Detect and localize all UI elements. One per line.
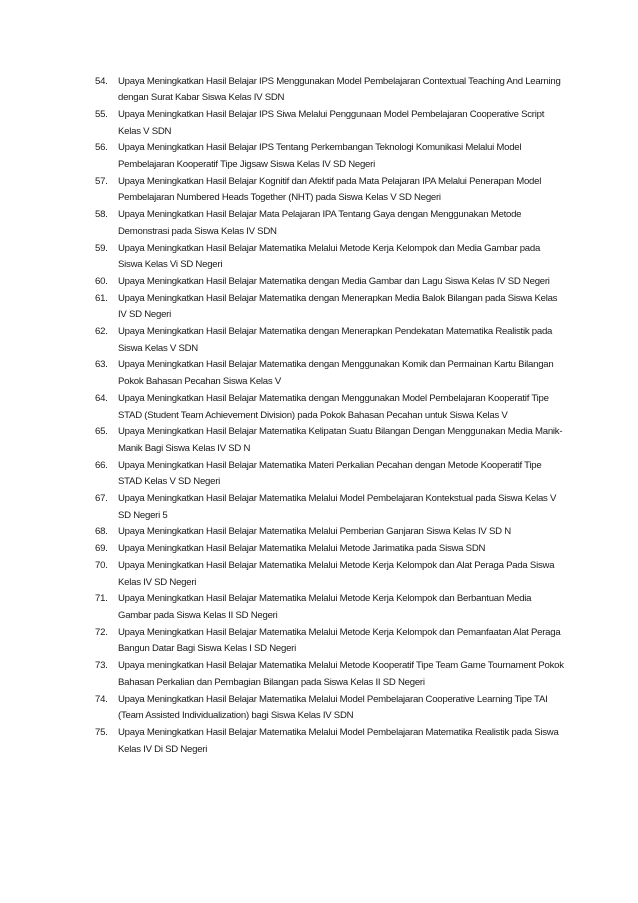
list-item — [95, 692, 565, 725]
item-title: Upaya Meningkatkan Hasil Belajar Kognitif dan Afektif pada Mata Pelajaran IPA Melalui Penerapan Model Pembelajaran Numbered Heads Together (NHT) pada Siswa Kelas V SD Negeri — [118, 175, 542, 204]
item-number: 69. — [95, 543, 108, 555]
item-number: 64. — [95, 392, 108, 404]
item-title: Upaya meningkatkan Hasil Belajar Matematika Melalui Metode Kooperatif Tipe Team Game Tournament Pokok Bahasan Perkalian dan Pembagian Bilangan pada Siswa Kelas II SD Negeri — [118, 660, 564, 688]
item-title: Upaya Meningkatkan Hasil Belajar Matematika Melalui Pemberian Ganjaran Siswa Kelas IV SD N — [118, 526, 511, 538]
item-number: 63. — [95, 359, 108, 371]
list-item — [95, 491, 565, 524]
item-title: Upaya Meningkatkan Hasil Belajar Mata Pelajaran IPA Tentang Gaya dengan Menggunakan Metode Demonstrasi pada Siswa Kelas IV SDN — [118, 209, 522, 237]
list-item — [95, 558, 565, 591]
item-title: Upaya Meningkatkan Hasil Belajar Matematika Melalui Metode Kerja Kelompok dan Berbantuan Media Gambar pada Siswa Kelas II SD Negeri — [118, 593, 532, 621]
list-item — [95, 541, 565, 558]
item-number: 75. — [95, 726, 108, 738]
list-item — [95, 658, 565, 691]
item-number: 67. — [95, 493, 108, 505]
item-title: Upaya Meningkatkan Hasil Belajar Matematika Melalui Model Pembelajaran Matematika Realistik pada Siswa Kelas IV Di SD Negeri — [118, 726, 559, 755]
list-item — [95, 324, 565, 357]
item-number: 68. — [95, 526, 108, 538]
item-number: 55. — [95, 108, 108, 120]
list-item — [95, 591, 565, 624]
item-number: 65. — [95, 426, 108, 438]
item-title: Upaya Meningkatkan Hasil Belajar Matematika Melalui Metode Jarimatika pada Siswa SDN — [118, 543, 486, 555]
item-number: 58. — [95, 209, 108, 221]
item-number: 71. — [95, 593, 108, 605]
item-title: Upaya Meningkatkan Hasil Belajar Matematika dengan Menerapkan Pendekatan Matematika Realistik pada Siswa Kelas V SDN — [118, 326, 553, 354]
item-number: 54. — [95, 75, 108, 87]
list-item — [95, 625, 565, 658]
list-item — [95, 74, 565, 107]
item-title: Upaya Meningkatkan Hasil Belajar IPS Siwa Melalui Penggunaan Model Pembelajaran Cooperative Script Kelas V SDN — [118, 108, 545, 137]
list-item — [95, 274, 565, 291]
item-title: Upaya Meningkatkan Hasil Belajar Matematika Melalui Model Pembelajaran Kontekstual pada Siswa Kelas V SD Negeri 5 — [118, 493, 557, 521]
list-item — [95, 725, 565, 758]
list-item — [95, 291, 565, 324]
list-item — [95, 458, 565, 491]
list-item — [95, 424, 565, 457]
list-item — [95, 140, 565, 173]
list-item — [95, 174, 565, 207]
item-number: 61. — [95, 292, 108, 304]
list-item — [95, 391, 565, 424]
list-item — [95, 241, 565, 274]
item-title: Upaya Meningkatkan Hasil Belajar Matematika Materi Perkalian Pecahan dengan Metode Kooperatif Tipe STAD Kelas V SD Negeri — [118, 459, 542, 488]
item-number: 66. — [95, 459, 108, 471]
item-number: 60. — [95, 275, 108, 287]
item-title: Upaya Meningkatkan Hasil Belajar Matematika dengan Menggunakan Komik dan Permainan Kartu Bilangan Pokok Bahasan Pecahan Siswa Kelas V — [118, 359, 554, 388]
item-number: 62. — [95, 326, 108, 338]
item-number: 73. — [95, 660, 108, 672]
item-number: 59. — [95, 242, 108, 254]
item-title: Upaya Meningkatkan Hasil Belajar Matematika Melalui Metode Kerja Kelompok dan Alat Peraga Pada Siswa Kelas IV SD Negeri — [118, 559, 555, 588]
title-list — [95, 74, 565, 759]
item-number: 56. — [95, 142, 108, 154]
item-title: Upaya Meningkatkan Hasil Belajar Matematika dengan Media Gambar dan Lagu Siswa Kelas IV SD Negeri — [118, 275, 550, 287]
item-number: 72. — [95, 626, 108, 638]
item-title: Upaya Meningkatkan Hasil Belajar Matematika dengan Menggunakan Model Pembelajaran Kooperatif Tipe STAD (Student Team Achievement Division) pada Pokok Bahasan Pecahan untuk Siswa Kelas V — [118, 392, 549, 421]
item-title: Upaya Meningkatkan Hasil Belajar IPS Tentang Perkembangan Teknologi Komunikasi Melalui Model Pembelajaran Kooperatif Tipe Jigsaw Siswa Kelas IV SD Negeri — [118, 142, 522, 171]
item-title: Upaya Meningkatkan Hasil Belajar Matematika Melalui Model Pembelajaran Cooperative Learning Tipe TAI (Team Assisted Individualization) bagi Siswa Kelas IV SDN — [118, 693, 548, 722]
item-number: 74. — [95, 693, 108, 705]
item-title: Upaya Meningkatkan Hasil Belajar Matematika Melalui Metode Kerja Kelompok dan Pemanfaatan Alat Peraga Bangun Datar Bagi Siswa Kelas I SD Negeri — [118, 626, 561, 655]
item-title: Upaya Meningkatkan Hasil Belajar Matematika Kelipatan Suatu Bilangan Dengan Menggunakan Media Manik-Manik Bagi Siswa Kelas IV SD N — [118, 426, 563, 454]
list-item — [95, 107, 565, 140]
item-title: Upaya Meningkatkan Hasil Belajar Matematika dengan Menerapkan Media Balok Bilangan pada Siswa Kelas IV SD Negeri — [118, 292, 558, 321]
list-item — [95, 524, 565, 541]
item-title: Upaya Meningkatkan Hasil Belajar IPS Menggunakan Model Pembelajaran Contextual Teaching And Learning dengan Surat Kabar Siswa Kelas IV SDN — [118, 75, 561, 104]
item-number: 57. — [95, 175, 108, 187]
item-title: Upaya Meningkatkan Hasil Belajar Matematika Melalui Metode Kerja Kelompok dan Media Gambar pada Siswa Kelas Vi SD Negeri — [118, 242, 541, 271]
item-number: 70. — [95, 559, 108, 571]
list-item — [95, 207, 565, 240]
list-item — [95, 357, 565, 390]
